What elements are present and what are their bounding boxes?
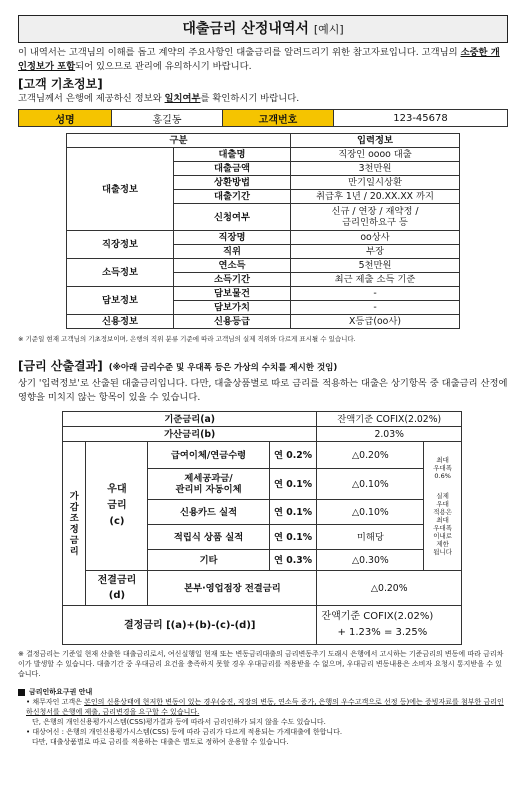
adjust-char: 감 (69, 501, 79, 513)
row-label: 담보가치 (174, 301, 291, 315)
row-value: oo상사 (291, 231, 460, 245)
info-footnote: ※ 기준일 현재 고객님의 기초정보이며, 은행의 직위 분류 기준에 따라 고객님의 실제 직위와 다르게 표시될 수 있습니다. (18, 335, 356, 343)
pref-item-value: △0.10% (317, 469, 424, 500)
pref-item-value: △0.30% (317, 550, 424, 571)
row-label: 대출금액 (174, 162, 291, 176)
group-job: 직장정보 (67, 231, 174, 259)
title-text: 대출금리 산정내역서 (182, 21, 309, 37)
name-value: 홍길동 (112, 110, 223, 127)
row-label: 연소득 (174, 259, 291, 273)
base-rate-value: 잔액기준 COFIX(2.02%) (317, 412, 462, 427)
title-example: [예시] (313, 23, 344, 36)
basic-info-table (66, 133, 460, 329)
adjust-char: 가 (69, 490, 79, 502)
row-value: 최근 제출 소득 기준 (291, 273, 460, 287)
add-rate-label: 가산금리(b) (63, 427, 317, 442)
group-collateral: 담보정보 (67, 287, 174, 315)
guide-item: • 대상여신 : 은행의 개인신용평가시스템(CSS) 등에 따라 금리가 다르게 적용되는 가계대출에 한합니다. (26, 728, 343, 736)
intro-tail: 되어 있으므로 관리에 유의하시기 바랍니다. (75, 61, 252, 72)
apply-line1: 신규 / 연장 / 재약정 / (331, 206, 419, 217)
group-income: 소득정보 (67, 259, 174, 287)
pref-item-name: 급여이체/연금수령 (148, 442, 269, 469)
row-value: 5천만원 (291, 259, 460, 273)
basic-info-heading: [고객 기초정보] (18, 77, 103, 91)
pref-item-pct: 연 0.3% (269, 550, 317, 571)
rate-table (62, 411, 462, 645)
basic-info-desc (18, 92, 508, 106)
adjust-char: 정 (69, 523, 79, 535)
branch-rate-name: 본부·영업점장 전결금리 (148, 571, 317, 606)
pref-item-name: 적립식 상품 실적 (148, 525, 269, 550)
col-input: 입력정보 (291, 134, 460, 148)
pref-item-name: 신용카드 실적 (148, 500, 269, 525)
pref-item-name: 제세공과금/ 관리비 자동이체 (148, 469, 269, 500)
pref-item-value: 미해당 (317, 525, 424, 550)
document-title (18, 15, 508, 43)
final-rate-label: 결정금리 [(a)+(b)-(c)-(d)] (63, 606, 317, 645)
result-desc: 상기 '입력정보'로 산출된 대출금리입니다. 다만, 대출상품별로 따로 금리를 적용하는 대출은 상기항목 중 대출금리 산정에 영향을 미치지 않는 항목이 있을 수 있습니다. (18, 378, 508, 403)
adjust-char: 금 (69, 534, 79, 546)
pref-label-line: 우대 (107, 484, 127, 495)
guide-item-note: 다만, 대출상품별로 따로 금리를 적용하는 대출은 별도로 정하여 운용할 수 있습니다. (32, 738, 289, 746)
row-value: X등급(oo사) (291, 315, 460, 329)
final-rate-value (317, 606, 462, 645)
base-rate-label: 기준금리(a) (63, 412, 317, 427)
row-label: 담보물건 (174, 287, 291, 301)
result-heading-note: (※아래 금리수준 및 우대폭 등은 가상의 수치를 제시한 것임) (108, 363, 338, 373)
row-label: 상환방법 (174, 176, 291, 190)
pref-item-pct: 연 0.2% (269, 442, 317, 469)
guide-heading: 금리인하요구권 안내 (18, 687, 508, 697)
branch-rate-label: 전결금리 (d) (86, 571, 148, 606)
customer-id-value: 123-45678 (334, 110, 508, 127)
intro-paragraph (18, 46, 508, 74)
square-bullet-icon (18, 689, 25, 696)
row-value: - (291, 301, 460, 315)
guide-item: • 채무자인 고객은 본인의 신용상태에 현저한 변동이 있는 경우(승진, 직장의 변동, 연소득 증가, 은행의 우수고객으로 선정 등)에는 증빙자료를 첨부한 금리인하신청서를 은행에 제출, 금리변경을 요구할 수 있습니다. (26, 698, 504, 716)
row-value: 직장인 oooo 대출 (291, 148, 460, 162)
apply-line2: 금리인하요구 등 (342, 217, 408, 228)
pref-label-line: (c) (109, 516, 125, 527)
rate-cut-guide (18, 687, 508, 747)
rate-notice: ※ 결정금리는 기준일 현재 산출한 대출금리로서, 여신실행일 현재 또는 변동금리대출의 금리변동주기 도래시 은행에서 고시하는 기준금리의 변동에 따라 금리차이가 발생할 수 있습니다. 대출기간 중 우대금리 요건을 충족하지 못할 경우 우대금리를 적용받을 수 없으며, 우대금리 변동내용은 소비자 요청시 통지받을 수 있습니다. (18, 650, 504, 678)
col-category: 구분 (67, 134, 291, 148)
row-value: 3천만원 (291, 162, 460, 176)
adjust-char: 리 (69, 545, 79, 557)
intro-text: 이 내역서는 고객님의 이해를 돕고 계약의 주요사항인 대출금리를 알려드리기 위한 참고자료입니다. 고객님의 (18, 47, 461, 58)
statement-page (18, 15, 508, 747)
pref-item-value: △0.10% (317, 500, 424, 525)
row-label: 대출명 (174, 148, 291, 162)
pref-item-pct: 연 0.1% (269, 500, 317, 525)
basic-desc-post: 를 확인하시기 바랍니다. (200, 93, 300, 104)
row-label: 직위 (174, 245, 291, 259)
pref-item-pct: 연 0.1% (269, 469, 317, 500)
row-value: 부장 (291, 245, 460, 259)
basic-desc-pre: 고객님께서 은행에 제공하신 정보와 (18, 93, 165, 104)
branch-rate-value: △0.20% (317, 571, 462, 606)
pref-item-name: 기타 (148, 550, 269, 571)
adjust-vertical-label (63, 442, 86, 606)
add-rate-value: 2.03% (317, 427, 462, 442)
row-value: - (291, 287, 460, 301)
result-heading-text: [금리 산출결과] (18, 359, 103, 373)
intro-emphasis: 소중한 개인정보가 포함 (18, 47, 500, 72)
adjust-char: 조 (69, 512, 79, 524)
final-rate-line2: + 1.23% = 3.25% (337, 627, 428, 638)
customer-id-label: 고객번호 (223, 110, 334, 127)
result-heading (18, 358, 508, 376)
row-value: 취급후 1년 / 20.XX.XX 까지 (291, 190, 460, 204)
row-label: 소득기간 (174, 273, 291, 287)
pref-item-value: △0.20% (317, 442, 424, 469)
pref-rate-label (86, 442, 148, 571)
row-value: 만기일시상환 (291, 176, 460, 190)
row-label: 대출기간 (174, 190, 291, 204)
customer-bar (18, 109, 508, 127)
final-rate-line1: 잔액기준 COFIX(2.02%) (321, 611, 434, 622)
pref-item-pct: 연 0.1% (269, 525, 317, 550)
pref-label-line: 금리 (107, 500, 127, 511)
name-label: 성명 (19, 110, 112, 127)
pref-side-note: 최대 우대폭 0.6% 실제 우대 적용은 최대 우대폭 이내로 제한 됩니다 (424, 442, 462, 571)
row-value (291, 204, 460, 231)
group-loan: 대출정보 (67, 148, 174, 231)
row-label: 직장명 (174, 231, 291, 245)
group-credit: 신용정보 (67, 315, 174, 329)
guide-item-note: 단, 은행의 개인신용평가시스템(CSS)평가결과 등에 따라서 금리인하가 되지 않을 수도 있습니다. (32, 718, 326, 726)
row-label: 신청여부 (174, 204, 291, 231)
basic-desc-emphasis: 일치여부 (164, 93, 201, 104)
row-label: 신용등급 (174, 315, 291, 329)
